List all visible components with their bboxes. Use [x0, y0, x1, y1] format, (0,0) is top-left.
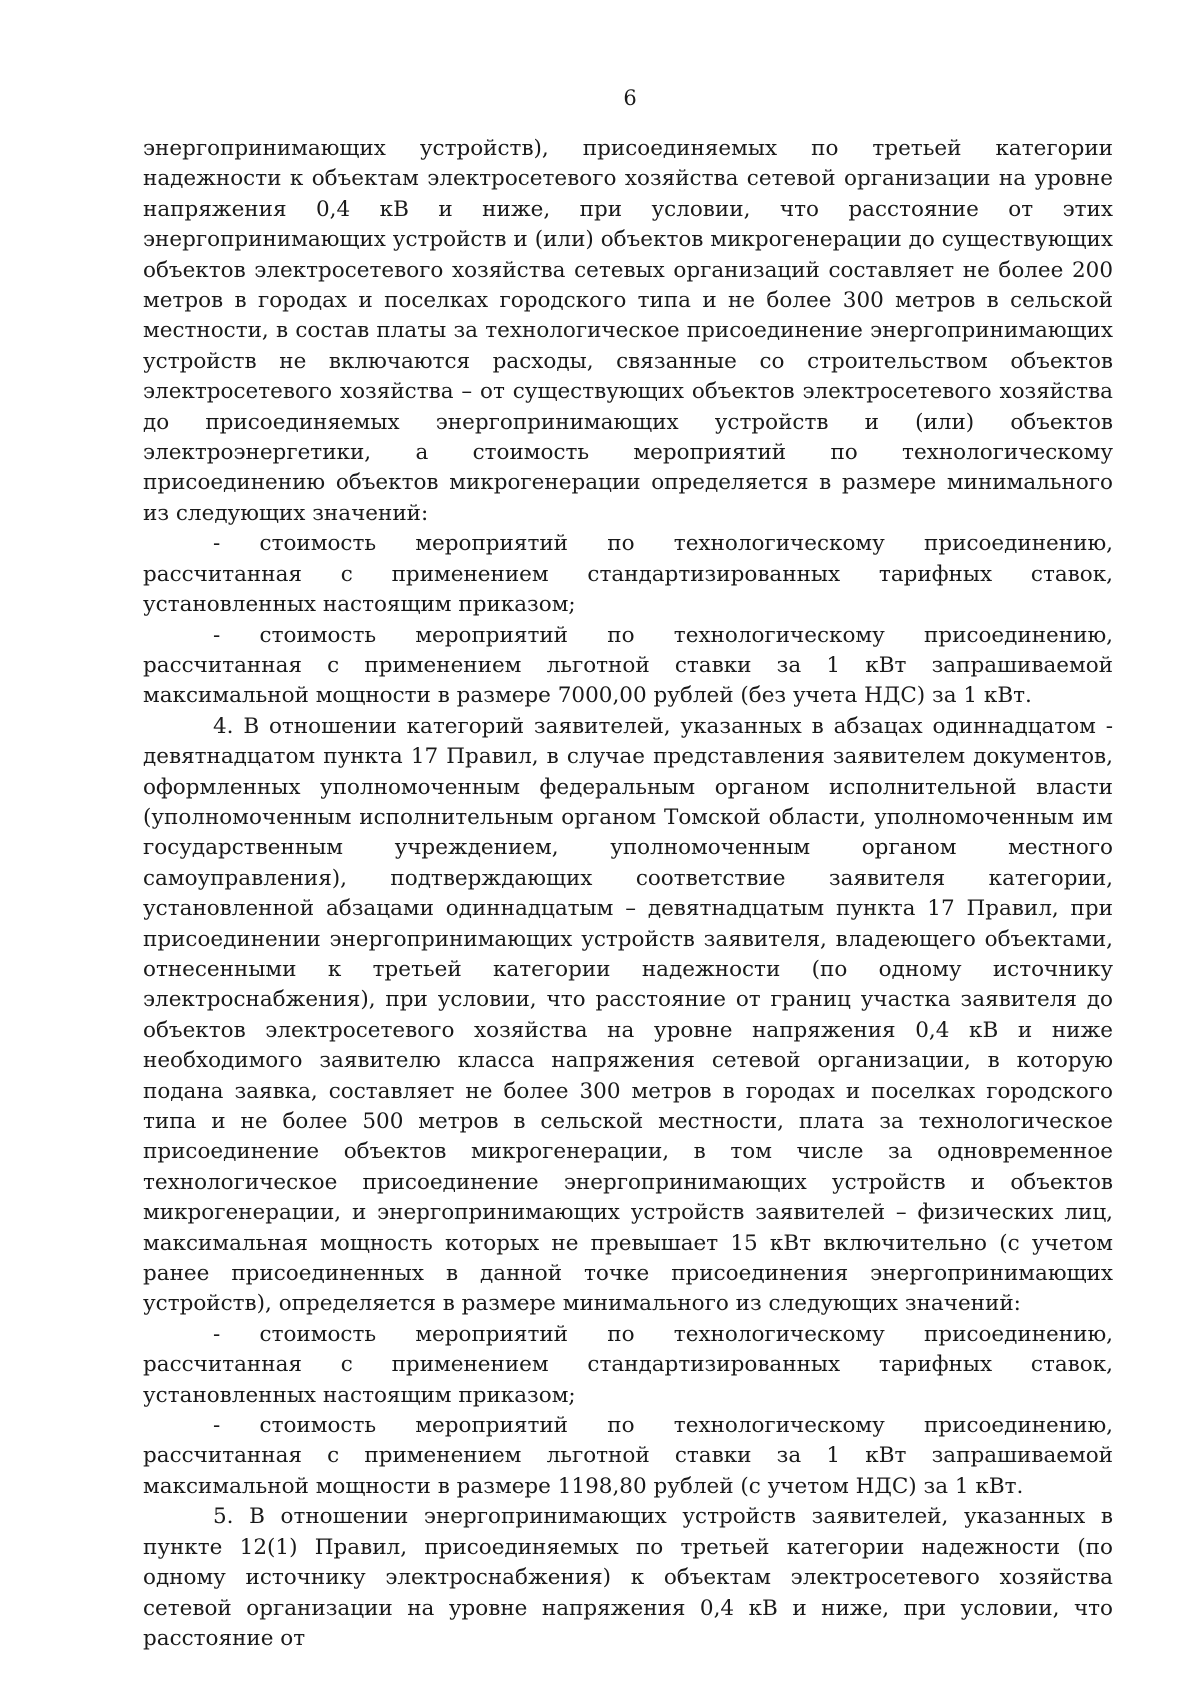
document-body	[143, 134, 1113, 1654]
paragraph-item-preferential-rate: - стоимость мероприятий по технологическому присоединению, рассчитанная с применением льготной ставки за 1 кВт запрашиваемой максимальной мощности в размере 7000,00 рублей (без учета НДС) за 1 кВт.	[143, 622, 1113, 709]
paragraph-section-5: 5. В отношении энергопринимающих устройств заявителей, указанных в пункте 12(1) Правил, присоединяемых по третьей категории надежности (по одному источнику электроснабжения) к объектам электросетевого хозяйства сетевой организации на уровне напряжения 0,4 кВ и ниже, при условии, что расстояние от	[143, 1504, 1113, 1651]
paragraph-section-4: 4. В отношении категорий заявителей, указанных в абзацах одиннадцатом - девятнадцатом пункта 17 Правил, в случае представления заявителем документов, оформленных уполномоченным федеральным органом исполнительной власти (уполномоченным исполнительным органом Томской области, уполномоченным им государственным учреждением, уполномоченным органом местного самоуправления), подтверждающих соответствие заявителя категории, установленной абзацами одиннадцатым – девятнадцатым пункта 17 Правил, при присоединении энергопринимающих устройств заявителя, владеющего объектами, отнесенными к третьей категории надежности (по одному источнику электроснабжения), при условии, что расстояние от границ участка заявителя до объектов электросетевого хозяйства на уровне напряжения 0,4 кВ и ниже необходимого заявителю класса напряжения сетевой организации, в которую подана заявка, составляет не более 300 метров в городах и поселках городского типа и не более 500 метров в сельской местности, плата за технологическое присоединение объектов микрогенерации, в том числе за одновременное технологическое присоединение энергопринимающих устройств и объектов микрогенерации, и энергопринимающих устройств заявителей – физических лиц, максимальная мощность которых не превышает 15 кВт включительно (с учетом ранее присоединенных в данной точке присоединения энергопринимающих устройств), определяется в размере минимального из следующих значений:	[143, 713, 1113, 1317]
page-number: 6	[623, 86, 637, 110]
paragraph-continuation: энергопринимающих устройств), присоединяемых по третьей категории надежности к объектам электросетевого хозяйства сетевой организации на уровне напряжения 0,4 кВ и ниже, при условии, что расстояние от этих энергопринимающих устройств и (или) объектов микрогенерации до существующих объектов электросетевого хозяйства сетевых организаций составляет не более 200 метров в городах и поселках городского типа и не более 300 метров в сельской местности, в состав платы за технологическое присоединение энергопринимающих устройств не включаются расходы, связанные со строительством объектов электросетевого хозяйства – от существующих объектов электросетевого хозяйства до присоединяемых энергопринимающих устройств и (или) объектов электроэнергетики, а стоимость мероприятий по технологическому присоединению объектов микрогенерации определяется в размере минимального из следующих значений:	[143, 136, 1113, 526]
paragraph-item-standard-rates: - стоимость мероприятий по технологическому присоединению, рассчитанная с применением стандартизированных тарифных ставок, установленных настоящим приказом;	[143, 531, 1113, 618]
paragraph-item-standard-rates-2: - стоимость мероприятий по технологическому присоединению, рассчитанная с применением стандартизированных тарифных ставок, установленных настоящим приказом;	[143, 1321, 1113, 1408]
paragraph-item-preferential-rate-2: - стоимость мероприятий по технологическому присоединению, рассчитанная с применением льготной ставки за 1 кВт запрашиваемой максимальной мощности в размере 1198,80 рублей (с учетом НДС) за 1 кВт.	[143, 1413, 1113, 1499]
